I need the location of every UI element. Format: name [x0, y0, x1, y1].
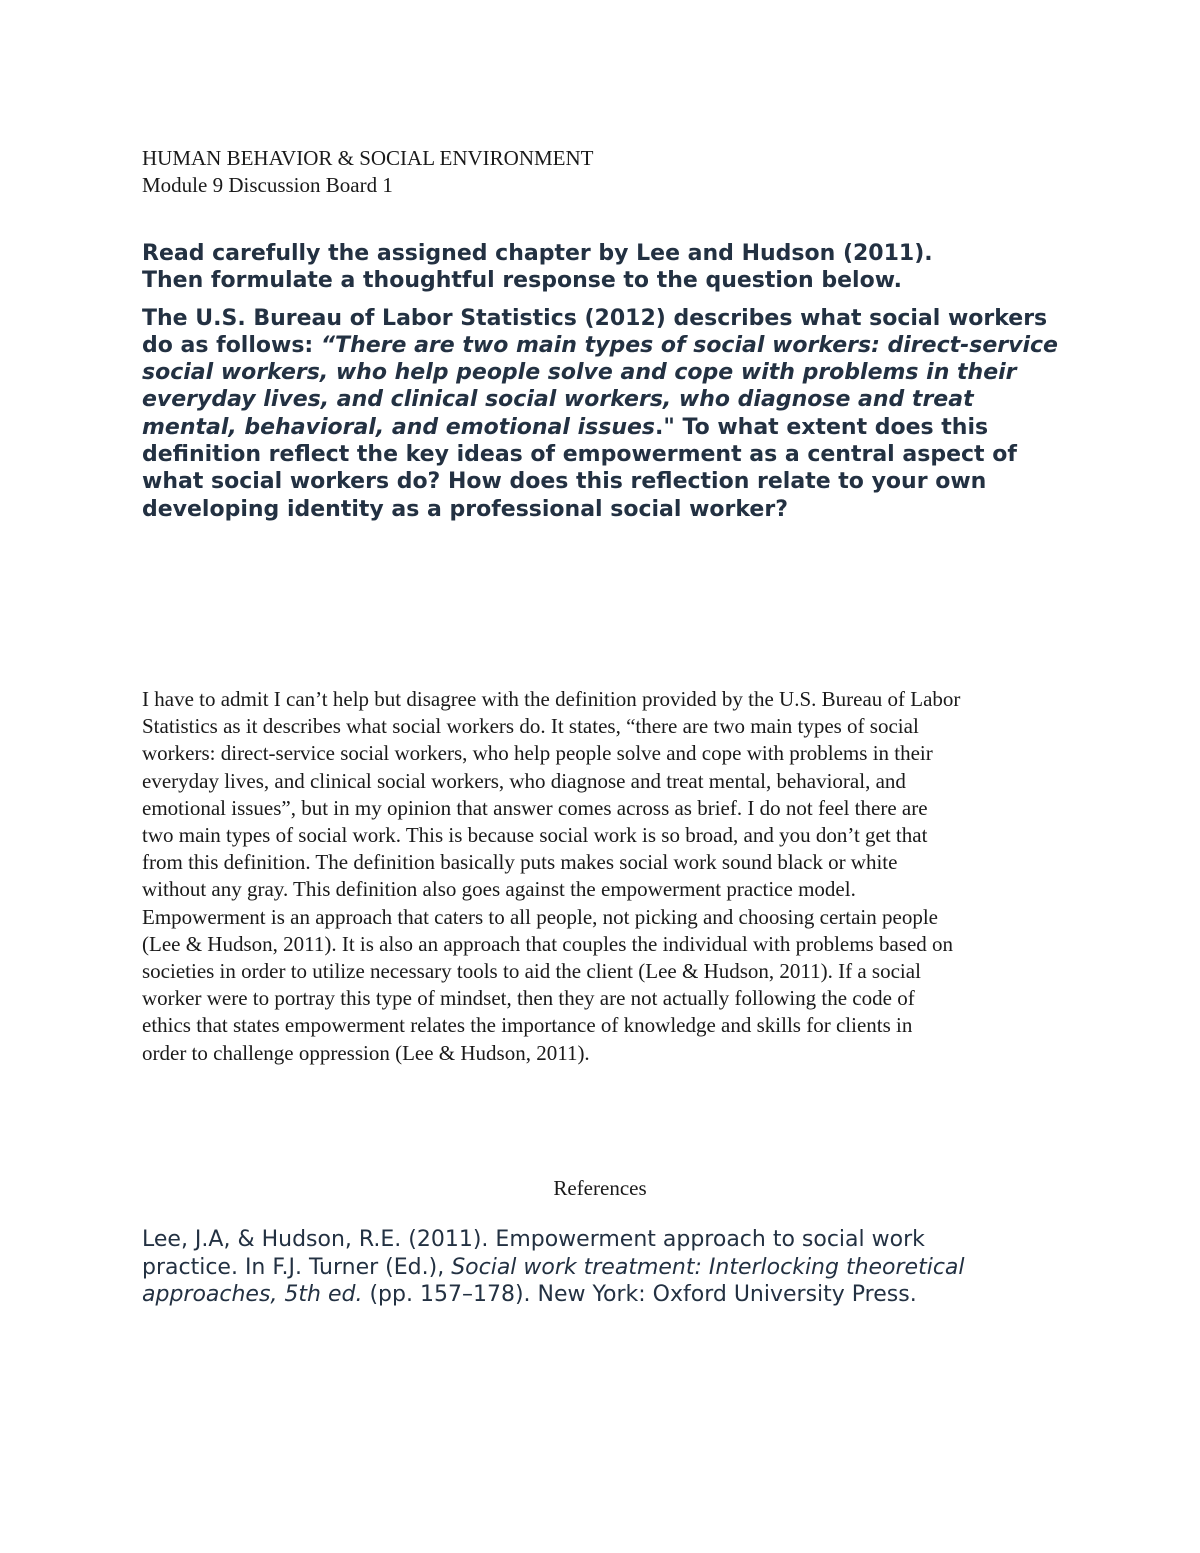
references-heading: References	[553, 1176, 647, 1200]
response-line: societies in order to utilize necessary tools to aid the client (Lee & Hudson, 2011). If a social	[142, 959, 921, 984]
reference-book-title: approaches, 5th ed.	[142, 1282, 363, 1307]
response-line: worker were to portray this type of mindset, then they are not actually following the code of	[142, 986, 915, 1011]
response-line: workers: direct-service social workers, who help people solve and cope with problems in their	[142, 741, 933, 766]
course-title: HUMAN BEHAVIOR & SOCIAL ENVIRONMENT	[142, 146, 594, 170]
reference-text: (pp. 157–178). New York: Oxford University Press.	[362, 1282, 917, 1307]
response-line: two main types of social work. This is because social work is so broad, and you don’t get that	[142, 823, 928, 848]
response-line: emotional issues”, but in my opinion that answer comes across as brief. I do not feel there are	[142, 795, 928, 820]
reference-line	[142, 1281, 1072, 1309]
prompt-question-quote: “There are two main types of social workers: direct-service social workers, who help people solve and cope with problems in their everyday lives, and clinical social workers, who diagnose and treat mental, behavioral, and emotional issues	[142, 332, 1058, 440]
response-line: order to challenge oppression (Lee & Hudson, 2011).	[142, 1040, 590, 1065]
document-header	[142, 145, 1062, 199]
prompt-question-rest: ." To what extent does this definition reflect the key ideas of empowerment as a central aspect of what social workers do? How does this reflection relate to your own developing identity as a professional social worker?	[142, 414, 1017, 522]
prompt-question	[142, 305, 1072, 523]
response-line: everyday lives, and clinical social workers, who diagnose and treat mental, behavioral, and	[142, 768, 906, 793]
response-line: Empowerment is an approach that caters to all people, not picking and choosing certain people	[142, 904, 938, 929]
response-line: without any gray. This definition also goes against the empowerment practice model.	[142, 877, 856, 902]
response-line: I have to admit I can’t help but disagree with the definition provided by the U.S. Bureau of Labor	[142, 687, 961, 711]
prompt-instruction-line: Read carefully the assigned chapter by Lee and Hudson (2011).	[142, 241, 933, 266]
response-line: Statistics as it describes what social workers do. It states, “there are two main types of social	[142, 714, 919, 739]
prompt-instruction	[142, 240, 1072, 295]
reference-text: practice. In F.J. Turner (Ed.),	[142, 1254, 452, 1280]
response-line: from this definition. The definition basically puts makes social work sound black or white	[142, 850, 898, 875]
reference-entry	[142, 1226, 1072, 1309]
reference-line	[142, 1254, 1072, 1282]
prompt-question-intro: The U.S. Bureau of Labor Statistics (2012) describes what social workers do as follows:	[142, 305, 1048, 358]
reference-line: Lee, J.A, & Hudson, R.E. (2011). Empowerment approach to social work	[142, 1227, 925, 1252]
response-line: (Lee & Hudson, 2011). It is also an approach that couples the individual with problems based on	[142, 931, 954, 956]
module-title: Module 9 Discussion Board 1	[142, 173, 393, 197]
response-paragraph	[142, 686, 1072, 1067]
prompt-instruction-line: Then formulate a thoughtful response to the question below.	[142, 268, 902, 294]
response-line: ethics that states empowerment relates the importance of knowledge and skills for clients in	[142, 1013, 913, 1038]
discussion-prompt	[142, 240, 1072, 523]
reference-book-title: Social work treatment: Interlocking theoretical	[451, 1254, 965, 1280]
